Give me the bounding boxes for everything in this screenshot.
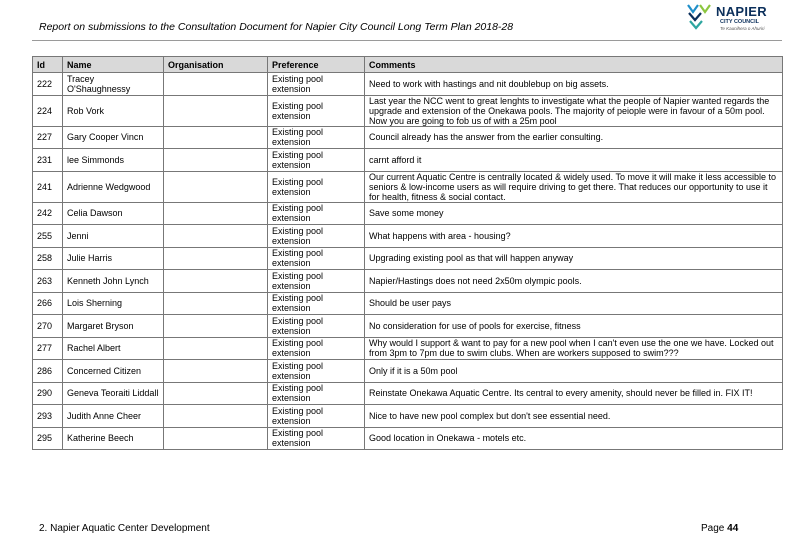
cell-id: 263 — [33, 270, 63, 293]
cell-id: 295 — [33, 427, 63, 450]
cell-name: Rob Vork — [63, 95, 164, 126]
page-label: Page — [701, 523, 725, 534]
cell-preference: Existing pool extension — [268, 270, 365, 293]
cell-id: 293 — [33, 405, 63, 428]
cell-preference: Existing pool extension — [268, 126, 365, 149]
cell-name: Tracey O'Shaughnessy — [63, 73, 164, 96]
cell-organisation — [164, 427, 268, 450]
column-header-organisation: Organisation — [164, 57, 268, 73]
cell-id: 241 — [33, 171, 63, 202]
cell-comment: Nice to have new pool complex but don't see essential need. — [365, 405, 783, 428]
cell-comment: carnt afford it — [365, 149, 783, 172]
cell-comment: Why would I support & want to pay for a new pool when I can't even use the one we have. Locked out from 3pm to 7pm due to swim clubs. When are workers supposed to swim??? — [365, 337, 783, 360]
column-header-comments: Comments — [365, 57, 783, 73]
table-row — [33, 337, 783, 360]
cell-name: Margaret Bryson — [63, 315, 164, 338]
cell-id: 222 — [33, 73, 63, 96]
cell-id: 270 — [33, 315, 63, 338]
cell-name: Jenni — [63, 225, 164, 248]
cell-name: Celia Dawson — [63, 202, 164, 225]
table-row — [33, 270, 783, 293]
logo-tagline: Te Kaunihera o Ahuriri — [720, 26, 765, 31]
cell-preference: Existing pool extension — [268, 405, 365, 428]
cell-preference: Existing pool extension — [268, 337, 365, 360]
table-row — [33, 149, 783, 172]
header-divider — [32, 40, 782, 41]
cell-preference: Existing pool extension — [268, 315, 365, 338]
cell-preference: Existing pool extension — [268, 360, 365, 383]
table-header-row — [33, 57, 783, 73]
cell-organisation — [164, 315, 268, 338]
cell-comment: Our current Aquatic Centre is centrally located & widely used. To move it will make it less accessible to seniors & low-income users as will require driving to get there. That reduces our opportunity to use it for health, fitness & social contact. — [365, 171, 783, 202]
cell-name: Geneva Teoraiti Liddall — [63, 382, 164, 405]
table-row — [33, 247, 783, 270]
cell-id: 266 — [33, 292, 63, 315]
cell-comment: Napier/Hastings does not need 2x50m olympic pools. — [365, 270, 783, 293]
cell-name: Concerned Citizen — [63, 360, 164, 383]
cell-preference: Existing pool extension — [268, 225, 365, 248]
cell-comment: Only if it is a 50m pool — [365, 360, 783, 383]
cell-name: Katherine Beech — [63, 427, 164, 450]
cell-id: 231 — [33, 149, 63, 172]
page-number-value: 44 — [727, 523, 739, 534]
cell-organisation — [164, 270, 268, 293]
cell-id: 258 — [33, 247, 63, 270]
table-row — [33, 292, 783, 315]
cell-name: Gary Cooper Vincn — [63, 126, 164, 149]
cell-organisation — [164, 225, 268, 248]
cell-id: 242 — [33, 202, 63, 225]
cell-comment: Council already has the answer from the earlier consulting. — [365, 126, 783, 149]
cell-name: lee Simmonds — [63, 149, 164, 172]
cell-preference: Existing pool extension — [268, 73, 365, 96]
cell-comment: No consideration for use of pools for exercise, fitness — [365, 315, 783, 338]
column-header-id: Id — [33, 57, 63, 73]
cell-preference: Existing pool extension — [268, 149, 365, 172]
table-row — [33, 73, 783, 96]
cell-name: Judith Anne Cheer — [63, 405, 164, 428]
logo-subtitle: CITY COUNCIL — [720, 19, 760, 25]
cell-id: 224 — [33, 95, 63, 126]
napier-city-council-logo — [686, 2, 796, 36]
table-row — [33, 360, 783, 383]
cell-preference: Existing pool extension — [268, 427, 365, 450]
table-row — [33, 171, 783, 202]
table-row — [33, 95, 783, 126]
cell-id: 277 — [33, 337, 63, 360]
column-header-name: Name — [63, 57, 164, 73]
cell-preference: Existing pool extension — [268, 202, 365, 225]
cell-comment: Upgrading existing pool as that will happen anyway — [365, 247, 783, 270]
cell-name: Lois Sherning — [63, 292, 164, 315]
cell-comment: Reinstate Onekawa Aquatic Centre. Its central to every amenity, should never be filled in. FIX IT! — [365, 382, 783, 405]
cell-organisation — [164, 382, 268, 405]
cell-organisation — [164, 292, 268, 315]
table-row — [33, 405, 783, 428]
document-title: Report on submissions to the Consultation Document for Napier City Council Long Term Plan 2018-28 — [39, 21, 514, 33]
table-row — [33, 315, 783, 338]
cell-name: Julie Harris — [63, 247, 164, 270]
table-row — [33, 382, 783, 405]
cell-organisation — [164, 405, 268, 428]
table-row — [33, 126, 783, 149]
table-row — [33, 427, 783, 450]
cell-id: 255 — [33, 225, 63, 248]
cell-comment: Good location in Onekawa - motels etc. — [365, 427, 783, 450]
wave-icon — [686, 3, 714, 33]
column-header-preference: Preference — [268, 57, 365, 73]
table-row — [33, 225, 783, 248]
cell-comment: Need to work with hastings and nit doublebup on big assets. — [365, 73, 783, 96]
cell-preference: Existing pool extension — [268, 382, 365, 405]
cell-preference: Existing pool extension — [268, 171, 365, 202]
cell-preference: Existing pool extension — [268, 247, 365, 270]
cell-name: Kenneth John Lynch — [63, 270, 164, 293]
cell-comment: What happens with area - housing? — [365, 225, 783, 248]
cell-comment: Should be user pays — [365, 292, 783, 315]
cell-name: Rachel Albert — [63, 337, 164, 360]
cell-comment: Save some money — [365, 202, 783, 225]
cell-organisation — [164, 360, 268, 383]
cell-organisation — [164, 202, 268, 225]
cell-organisation — [164, 171, 268, 202]
submissions-table — [32, 56, 783, 450]
cell-organisation — [164, 95, 268, 126]
cell-name: Adrienne Wedgwood — [63, 171, 164, 202]
cell-preference: Existing pool extension — [268, 95, 365, 126]
cell-id: 290 — [33, 382, 63, 405]
cell-organisation — [164, 149, 268, 172]
table-row — [33, 202, 783, 225]
cell-organisation — [164, 247, 268, 270]
cell-organisation — [164, 126, 268, 149]
cell-id: 227 — [33, 126, 63, 149]
cell-id: 286 — [33, 360, 63, 383]
cell-organisation — [164, 337, 268, 360]
footer-section-title: 2. Napier Aquatic Center Development — [39, 523, 210, 534]
cell-comment: Last year the NCC went to great lenghts to investigate what the people of Napier wanted regards the upgrade and extension of the Onekawa pools. The majority of peiople were in favour of a 50m pool. Now you are going to fob us of with a 25m pool — [365, 95, 783, 126]
cell-organisation — [164, 73, 268, 96]
cell-preference: Existing pool extension — [268, 292, 365, 315]
page-number — [701, 523, 738, 534]
logo-wordmark: NAPIER — [716, 4, 767, 19]
